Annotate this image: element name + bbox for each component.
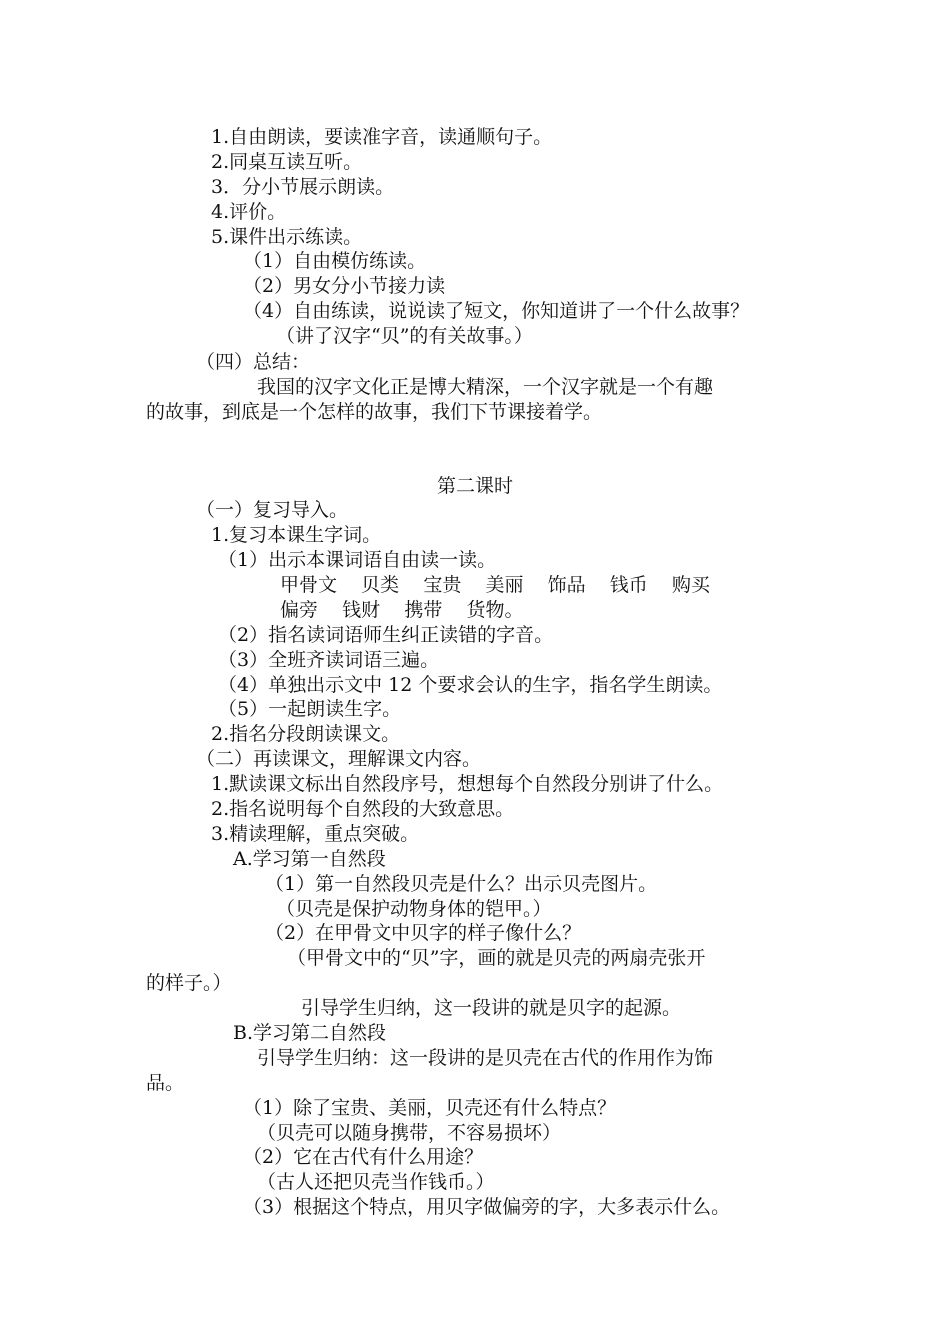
- para-two-summary-line-1: 引导学生归纳：这一段讲的是贝壳在古代的作用作为饰: [257, 1047, 714, 1069]
- paragraph-meaning: 2.指名说明每个自然段的大致意思。: [211, 798, 515, 820]
- review-words: 1.复习本课生字词。: [211, 524, 382, 546]
- para-two-answer-2: （古人还把贝壳当作钱币。）: [257, 1171, 495, 1193]
- para-one-question-1: （1）第一自然段贝壳是什么？出示贝壳图片。: [265, 873, 658, 895]
- para-two-answer-1: （贝壳可以随身携带，不容易损坏）: [257, 1122, 562, 1144]
- para-one-question-2: （2）在甲骨文中贝字的样子像什么？: [265, 922, 582, 944]
- para-two-question-1: （1）除了宝贵、美丽，贝壳还有什么特点？: [243, 1097, 617, 1119]
- part-one-heading: （一）复习导入。: [196, 499, 349, 521]
- step-courseware-practice: 5.课件出示练读。: [211, 226, 363, 248]
- step-partner-read: 2.同桌互读互听。: [211, 151, 363, 173]
- summary-line-2: 的故事，到底是一个怎样的故事，我们下节课接着学。: [146, 401, 603, 423]
- step-evaluate: 4.评价。: [211, 201, 287, 223]
- para-two-heading: B.学习第二自然段: [233, 1022, 387, 1044]
- word-list-row-2: 偏旁 钱财 携带 货物。: [280, 599, 524, 621]
- sub-item-1: （1）自由模仿练读。: [243, 250, 427, 272]
- sub-item-4-answer: （讲了汉字“贝”的有关故事。）: [276, 325, 533, 347]
- silent-reading: 1.默读课文标出自然段序号，想想每个自然段分别讲了什么。: [211, 773, 724, 795]
- para-two-question-3: （3）根据这个特点，用贝字做偏旁的字，大多表示什么。: [243, 1196, 731, 1218]
- summary-line-1: 我国的汉字文化正是博大精深，一个汉字就是一个有趣: [257, 376, 714, 398]
- sub-item-2: （2）男女分小节接力读: [243, 275, 446, 297]
- review-sub-1: （1）出示本课词语自由读一读。: [218, 549, 497, 571]
- step-section-read: 3．分小节展示朗读。: [211, 176, 395, 198]
- para-one-heading: A.学习第一自然段: [233, 848, 386, 870]
- close-reading: 3.精读理解，重点突破。: [211, 823, 420, 845]
- para-two-question-2: （2）它在古代有什么用途？: [243, 1146, 484, 1168]
- para-one-summary: 引导学生归纳，这一段讲的就是贝字的起源。: [301, 997, 682, 1019]
- segment-reading: 2.指名分段朗读课文。: [211, 723, 401, 745]
- para-two-summary-line-2: 品。: [146, 1072, 185, 1094]
- step-read-aloud: 1.自由朗读，要读准字音，读通顺句子。: [211, 126, 553, 148]
- para-one-answer-1: （贝壳是保护动物身体的铠甲。）: [276, 898, 552, 920]
- review-sub-3: （3）全班齐读词语三遍。: [218, 649, 440, 671]
- sub-item-4: （4）自由练读，说说读了短文，你知道讲了一个什么故事？: [243, 300, 750, 322]
- para-one-answer-2-line-1: （甲骨文中的“贝”字，画的就是贝壳的两扇壳张开: [287, 947, 706, 969]
- para-one-answer-2-line-2: 的样子。）: [146, 972, 232, 994]
- summary-heading: （四）总结：: [196, 351, 311, 373]
- part-two-heading: （二）再读课文，理解课文内容。: [196, 748, 482, 770]
- review-sub-5: （5）一起朗读生字。: [218, 698, 402, 720]
- word-list-row-1: 甲骨文 贝类 宝贵 美丽 饰品 钱币 购买: [280, 574, 710, 596]
- review-sub-4: （4）单独出示文中 12 个要求会认的生字，指名学生朗读。: [218, 674, 723, 696]
- lesson-two-title: 第二课时: [436, 475, 513, 497]
- review-sub-2: （2）指名读词语师生纠正读错的字音。: [218, 624, 554, 646]
